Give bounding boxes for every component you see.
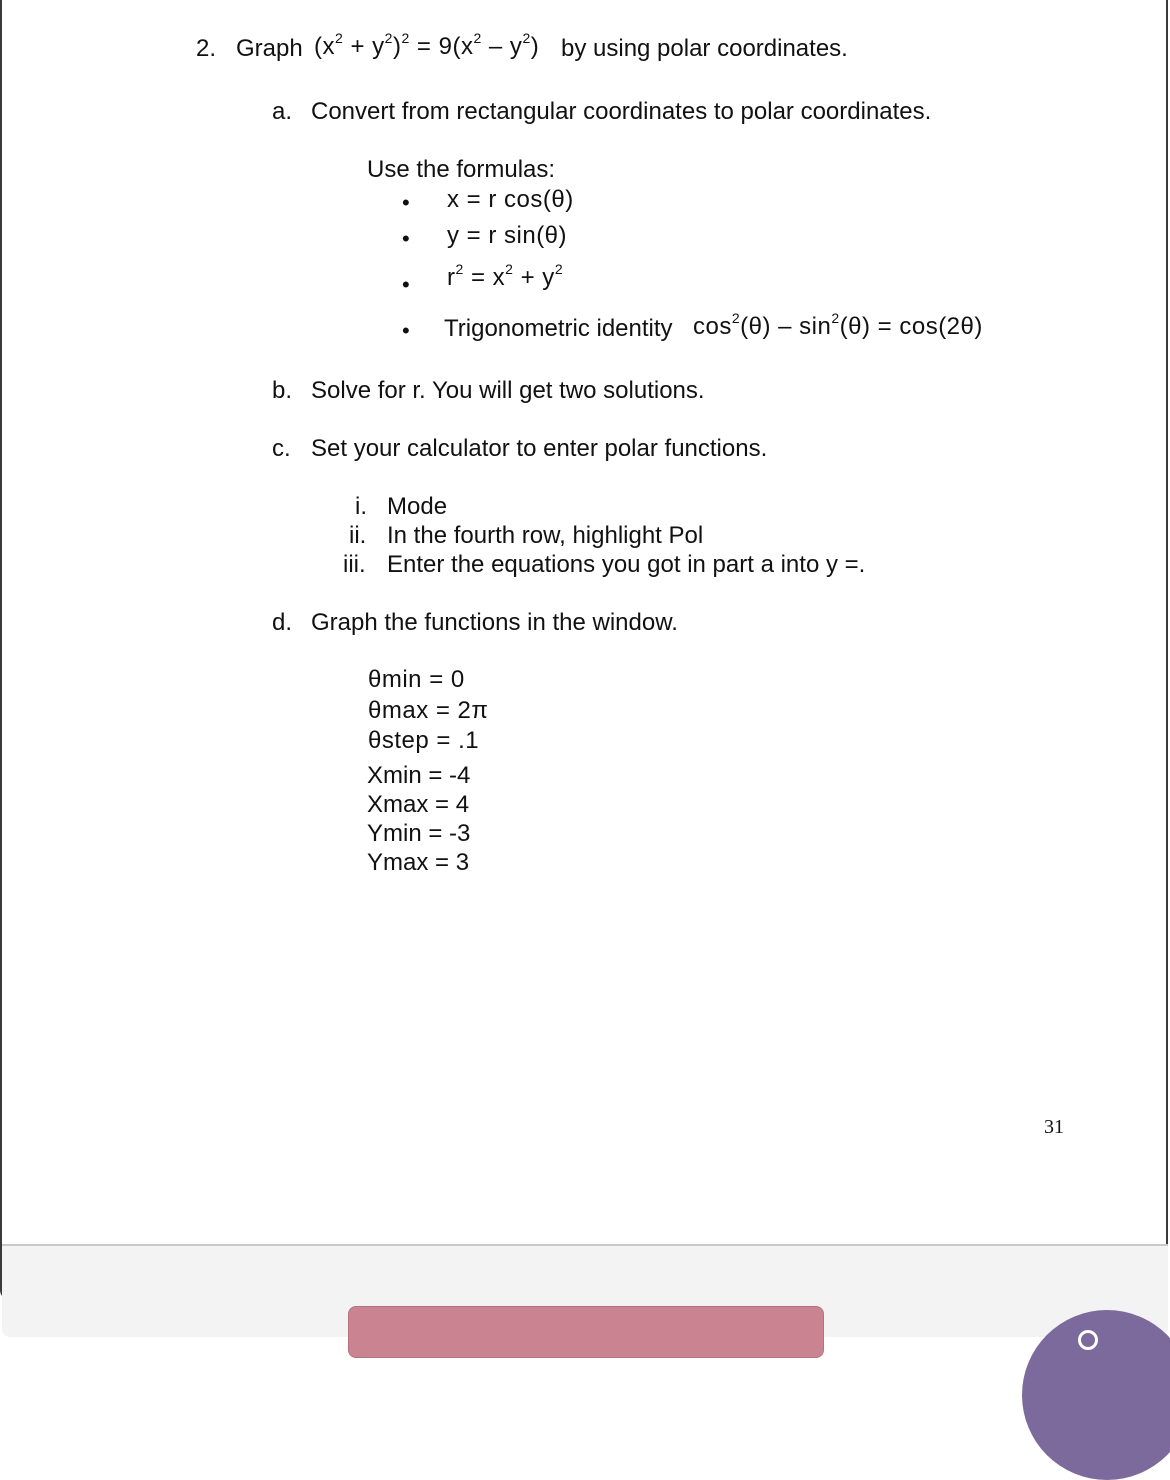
- identity-formula: $\cos^2(\theta) - \sin^2(\theta) = \cos(2\theta)$: [693, 310, 983, 340]
- formula-r: $r^2 = x^2 + y^2$: [447, 261, 564, 291]
- theta-step: θstep = .1: [368, 727, 480, 754]
- part-d-label: d.: [272, 609, 293, 636]
- bullet-icon: •: [402, 226, 410, 251]
- part-b-text: Solve for r. You will get two solutions.: [311, 377, 705, 404]
- bullet-icon: •: [402, 190, 410, 215]
- part-c-text: Set your calculator to enter polar functions.: [311, 435, 768, 462]
- part-d-text: Graph the functions in the window.: [311, 609, 678, 636]
- xmax-setting: Xmax = 4: [367, 791, 470, 818]
- formula-y: y = r sin(θ): [447, 222, 568, 249]
- step-label: i.: [355, 493, 367, 520]
- step-text: Mode: [387, 493, 448, 520]
- ymax-setting: Ymax = 3: [367, 849, 470, 876]
- theta-min: θmin = 0: [368, 666, 465, 693]
- part-b-label: b.: [272, 377, 293, 404]
- part-a-label: a.: [272, 98, 293, 125]
- problem-text-before: Graph: [236, 35, 303, 62]
- formula-x: x = r cos(θ): [447, 186, 574, 213]
- problem-text-after: by using polar coordinates.: [561, 35, 848, 62]
- formulas-title: Use the formulas:: [367, 156, 556, 183]
- step-text: Enter the equations you got in part a into y =.: [387, 551, 866, 578]
- action-button[interactable]: [348, 1306, 824, 1358]
- bullet-icon: •: [402, 318, 410, 343]
- step-label: ii.: [349, 522, 367, 549]
- step-label: iii.: [343, 551, 366, 578]
- help-icon: [1078, 1330, 1098, 1350]
- theta-max: θmax = 2π: [368, 697, 489, 724]
- part-a-text: Convert from rectangular coordinates to polar coordinates.: [311, 98, 932, 125]
- problem-equation: $(x^2 + y^2)^2 = 9(x^2 - y^2)$: [314, 30, 540, 60]
- problem-number: 2.: [196, 35, 217, 62]
- part-c-label: c.: [272, 435, 291, 462]
- identity-label: Trigonometric identity: [444, 315, 673, 342]
- xmin-setting: Xmin = -4: [367, 762, 471, 789]
- page-number: 31: [1044, 1116, 1064, 1138]
- bullet-icon: •: [402, 272, 410, 297]
- step-text: In the fourth row, highlight Pol: [387, 522, 704, 549]
- ymin-setting: Ymin = -3: [367, 820, 471, 847]
